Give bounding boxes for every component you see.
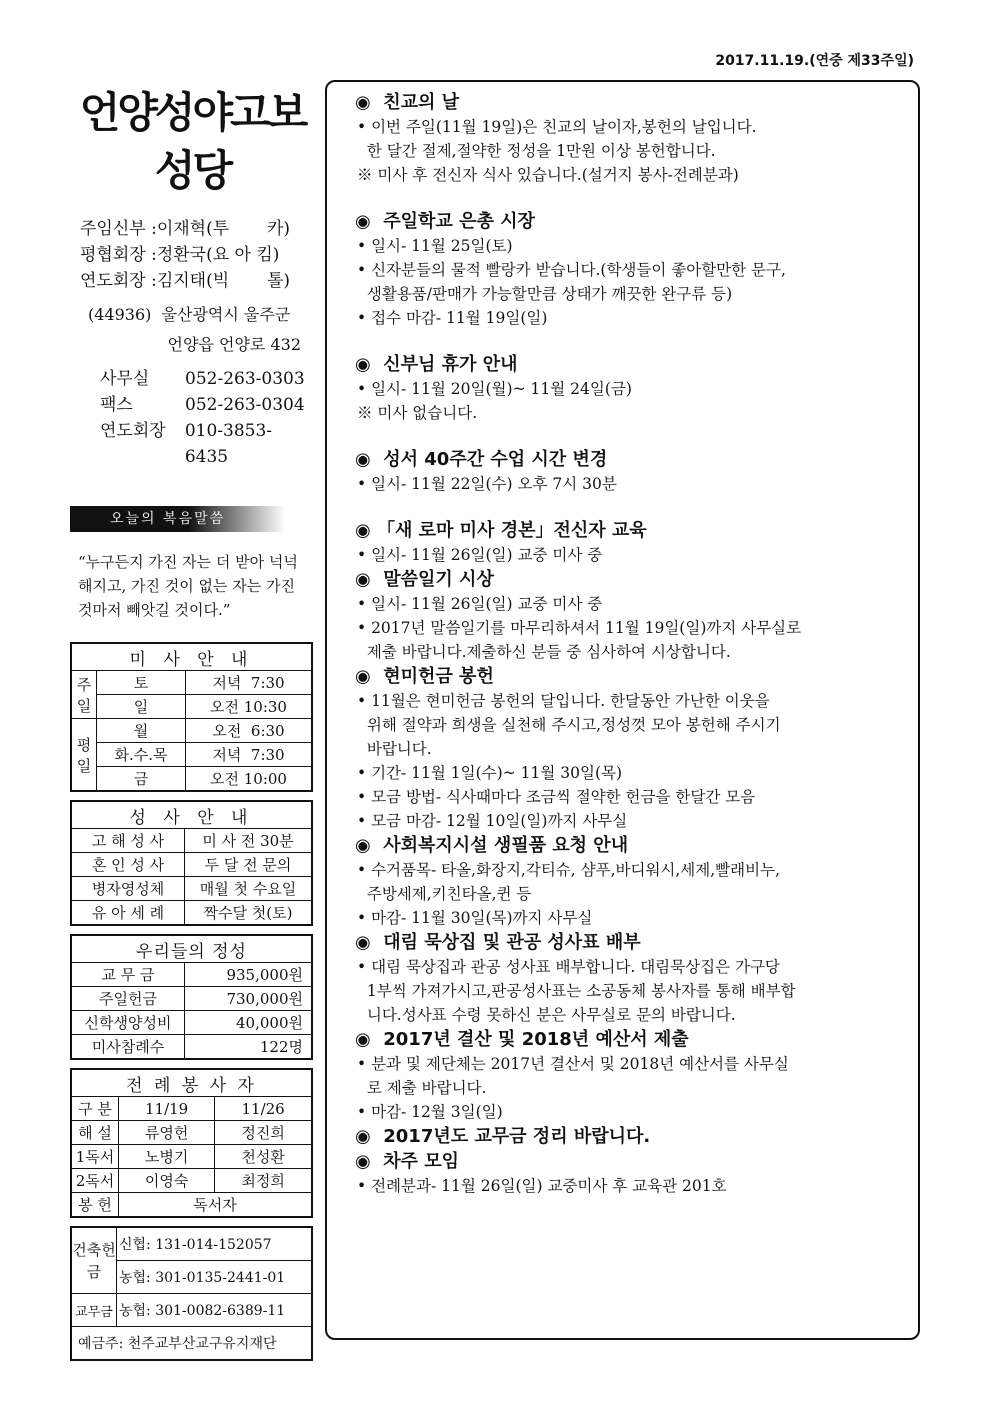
notice-section [355,1149,908,1198]
offering-name: 신학생양성비 [71,1011,185,1035]
offering-value: 122명 [185,1035,313,1060]
table-row [71,853,312,877]
notice-line: • 모금 방법- 식사때마다 조금씩 절약한 헌금을 한달간 모음 [357,788,756,806]
offering-value: 40,000원 [185,1011,313,1035]
table-row [71,1035,312,1060]
parish-title-line-2: 성당 [154,146,231,195]
offering-value: 935,000원 [185,963,313,987]
notice-line: 1부씩 가져가시고,판공성사표는 소공동체 봉사자를 통해 배부합 [357,982,796,1000]
table-row [71,767,312,792]
notice-section [355,447,908,496]
notice-line: • 접수 마감- 11월 19일(일) [357,309,548,327]
servers-name: 천성환 [215,1145,312,1169]
notice-title: ◉ 사회복지시설 생필품 요청 안내 [355,835,629,856]
servers-header-cell: 11/19 [119,1097,215,1121]
bulletin-date: 2017.11.19.(연중 제33주일) [715,53,914,69]
notice-section [355,352,908,425]
address-line-2: 언양읍 언양로 432 [167,335,301,354]
offering-name: 주일헌금 [71,987,185,1011]
offering-title: 우리들의 정성 [71,935,312,963]
notice-section [355,930,908,1027]
notice-section [355,209,908,330]
gospel-text: “누구든지 가진 자는 더 받아 넉넉해지고, 가진 것이 없는 자는 가진 것마저 빼앗길 것이다.” [78,553,298,619]
notice-line: 주방세제,키친타올,퀸 등 [357,885,532,903]
table-row [71,1145,312,1169]
notice-title: ◉ 친교의 날 [355,92,460,113]
servers-name: 독서자 [119,1193,313,1218]
left-column [70,80,315,1361]
notice-line: • 일시- 11월 25일(토) [357,237,513,255]
table-row [71,1011,312,1035]
table-row [71,829,312,853]
notice-title: ◉ 말씀일기 시상 [355,569,494,590]
address-line-1: (44936) 울산광역시 울주군 [88,305,291,324]
servers-name: 정진희 [215,1121,312,1145]
phone-fax-label: 팩스 [100,395,133,415]
sacrament-name: 유 아 세 례 [71,901,185,926]
notice-line: 위해 절약과 희생을 실천해 주시고,정성껏 모아 봉헌해 주시기 [357,716,781,734]
mass-day: 금 [97,767,186,792]
phone-requiem [70,418,315,470]
table-row [71,743,312,767]
notice-title: ◉ 현미헌금 봉헌 [355,666,494,687]
servers-name: 이영숙 [119,1169,215,1193]
notice-line: • 일시- 11월 26일(일) 교중 미사 중 [357,595,603,613]
mass-time: 저녁 7:30 [186,743,313,767]
phone-office [70,366,315,392]
table-row [71,719,312,743]
notice-section [355,1027,908,1124]
liturgy-servers-table [70,1068,313,1218]
mass-time: 오전 6:30 [186,719,313,743]
offering-value: 730,000원 [185,987,313,1011]
notice-title: ◉ 대림 묵상집 및 관공 성사표 배부 [355,932,641,953]
notice-line: ※ 미사 없습니다. [357,404,478,422]
notice-title: ◉ 차주 모임 [355,1151,460,1172]
table-row [71,1097,312,1121]
offering-name: 교 무 금 [71,963,185,987]
notice-line: 바랍니다. [357,740,432,758]
servers-title: 전 례 봉 사 자 [71,1069,312,1097]
notice-section [355,1124,908,1149]
servers-header-cell: 구 분 [71,1097,119,1121]
notice-line: 제출 바랍니다.제출하신 분들 중 심사하여 시상합니다. [357,643,731,661]
mass-day: 일 [97,695,186,719]
notice-section [355,90,908,187]
phone-fax-number: 052-263-0304 [185,395,305,415]
notice-line: • 2017년 말씀일기를 마무리하셔서 11월 19일(일)까지 사무실로 [357,619,802,637]
table-row [71,1193,312,1218]
notice-panel [325,80,920,1340]
table-row [71,877,312,901]
servers-name: 최정희 [215,1169,312,1193]
table-row [71,1227,312,1261]
mass-weekday-label: 평일 [71,719,97,792]
table-row [71,987,312,1011]
phone-fax [70,392,315,418]
servers-name: 노병기 [119,1145,215,1169]
sacrament-value: 두 달 전 문의 [185,853,313,877]
phone-requiem-label: 연도회장 [100,421,166,441]
staff-list [70,216,315,294]
notice-line: • 마감- 11월 30일(목)까지 사무실 [357,909,593,927]
notice-title: ◉ 2017년 결산 및 2018년 예산서 제출 [355,1029,689,1050]
notice-section [355,664,908,833]
offering-name: 미사참례수 [71,1035,185,1060]
notice-title: ◉ 주일학교 은총 시장 [355,211,535,232]
notice-line: • 일시- 11월 26일(일) 교중 미사 중 [357,546,603,564]
notice-line: • 기간- 11월 1일(수)~ 11월 30일(목) [357,764,623,782]
mass-schedule-title: 미 사 안 내 [71,643,312,671]
sacrament-title: 성 사 안 내 [71,801,312,829]
notice-line: • 이번 주일(11월 19일)은 친교의 날이자,봉헌의 날입니다. [357,118,757,136]
servers-role: 해 설 [71,1121,119,1145]
table-row [71,1121,312,1145]
notice-section [355,518,908,567]
notice-line: 로 제출 바랍니다. [357,1079,487,1097]
building-account: 신협: 131-014-152057 [117,1227,313,1261]
notice-line: • 분과 및 제단체는 2017년 결산서 및 2018년 예산서를 사무실 [357,1055,789,1073]
table-row [71,695,312,719]
address [70,300,315,360]
notice-line: • 전례분과- 11월 26일(일) 교중미사 후 교육관 201호 [357,1177,727,1195]
phone-list [70,366,315,470]
offering-table [70,934,313,1060]
notice-section [355,567,908,664]
building-fund-label: 건축헌금 [71,1227,117,1294]
sacrament-name: 혼 인 성 사 [71,853,185,877]
notice-section [355,833,908,930]
dues-account: 농협: 301-0082-6389-11 [117,1294,313,1327]
sacrament-value: 짝수달 첫(토) [185,901,313,926]
notice-line: ※ 미사 후 전신자 식사 있습니다.(설거지 봉사-전례분과) [357,166,739,184]
notice-line: 한 달간 절제,절약한 정성을 1만원 이상 봉헌합니다. [357,142,716,160]
notice-line: • 모금 마감- 12월 10일(일)까지 사무실 [357,812,628,830]
mass-day: 토 [97,671,186,695]
notice-title: ◉ 신부님 휴가 안내 [355,354,518,375]
table-row [71,1294,312,1327]
mass-time: 오전 10:30 [186,695,313,719]
table-row [71,901,312,926]
sacrament-table [70,800,313,926]
servers-role: 2독서 [71,1169,119,1193]
mass-schedule-table [70,642,313,792]
servers-name: 류영헌 [119,1121,215,1145]
building-account: 농협: 301-0135-2441-01 [117,1261,313,1294]
table-row [71,1327,312,1361]
notice-line: • 11월은 현미헌금 봉헌의 달입니다. 한달동안 가난한 이웃을 [357,692,770,710]
notice-line: 니다.성사표 수령 못하신 분은 사무실로 문의 바랍니다. [357,1006,736,1024]
notice-title: ◉ 2017년도 교무금 정리 바랍니다. [355,1126,651,1147]
mass-day: 월 [97,719,186,743]
notice-line: • 대림 묵상집과 관공 성사표 배부합니다. 대림묵상집은 가구당 [357,958,780,976]
table-row [71,671,312,695]
notice-line: • 일시- 11월 20일(월)~ 11월 24일(금) [357,380,632,398]
notice-line: • 마감- 12월 3일(일) [357,1103,503,1121]
table-row [71,963,312,987]
notice-line: • 일시- 11월 22일(수) 오후 7시 30분 [357,475,617,493]
account-holder: 예금주: 천주교부산교구유지재단 [71,1327,312,1361]
sacrament-name: 병자영성체 [71,877,185,901]
dues-label: 교무금 [71,1294,117,1327]
notice-line: • 신자분들의 물적 빨랑카 받습니다.(학생들이 좋아할만한 문구, [357,261,786,279]
mass-day: 화.수.목 [97,743,186,767]
notice-line: • 수거품목- 타올,화장지,각티슈, 샴푸,바디워시,세제,빨래비누, [357,861,781,879]
table-row [71,1169,312,1193]
sacrament-name: 고 해 성 사 [71,829,185,853]
mass-time: 오전 10:00 [186,767,313,792]
mass-time: 저녁 7:30 [186,671,313,695]
account-table [70,1226,313,1361]
sacrament-value: 미 사 전 30분 [185,829,313,853]
servers-header-cell: 11/26 [215,1097,312,1121]
sacrament-value: 매월 첫 수요일 [185,877,313,901]
staff-requiem-president: 연도회장 :김지태(빅 톨) [80,271,291,291]
notice-line: 생활용품/판매가 가능할만큼 상태가 깨끗한 완구류 등) [357,285,733,303]
servers-role: 봉 헌 [71,1193,119,1218]
notice-title: ◉ 「새 로마 미사 경본」전신자 교육 [355,520,647,541]
parish-title-line-1: 언양성야고보 [79,88,306,137]
phone-office-number: 052-263-0303 [185,369,305,389]
servers-role: 1독서 [71,1145,119,1169]
staff-council-president: 평협회장 :정환국(요 아 킴) [80,245,280,265]
notice-title: ◉ 성서 40주간 수업 시간 변경 [355,449,608,470]
parish-title [70,84,315,200]
gospel-heading: 오늘의 복음말씀 [70,506,285,532]
phone-office-label: 사무실 [100,369,150,389]
phone-requiem-number: 010-3853-6435 [184,421,273,467]
staff-pastor: 주임신부 :이재혁(투 카) [80,219,291,239]
mass-sunday-label: 주일 [71,671,97,719]
